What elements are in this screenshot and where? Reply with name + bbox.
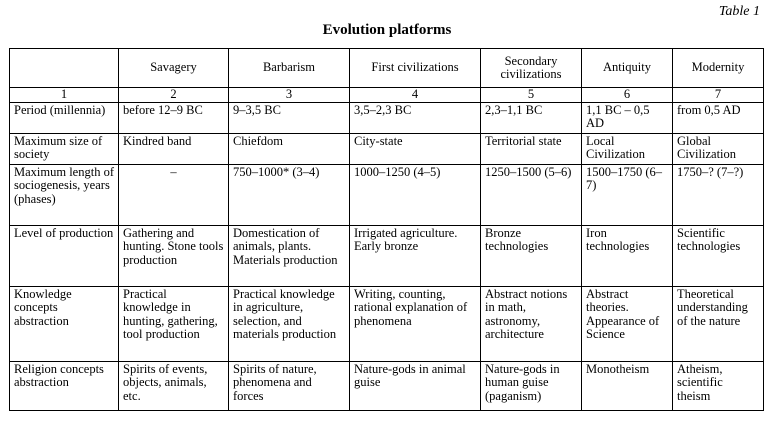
column-number-cell: 1 (10, 88, 119, 103)
table-cell: Nature-gods in animal guise (350, 361, 481, 410)
table-cell: Scientific technologies (673, 225, 764, 286)
column-number-cell: 5 (481, 88, 582, 103)
row-label-cell: Religion concepts abstraction (10, 361, 119, 410)
column-number-cell: 4 (350, 88, 481, 103)
table-cell: Nature-gods in human guise (paganism) (481, 361, 582, 410)
evolution-platforms-table (9, 48, 764, 411)
table-cell: 1,1 BC – 0,5 AD (582, 102, 673, 133)
table-row (10, 102, 764, 133)
table-cell: 1500–1750 (6–7) (582, 164, 673, 225)
header-row (10, 49, 764, 88)
table-cell: Gathering and hunting. Stone tools production (119, 225, 229, 286)
table-cell: 1250–1500 (5–6) (481, 164, 582, 225)
table-row (10, 225, 764, 286)
row-label-cell: Maximum size of society (10, 133, 119, 164)
header-cell (10, 49, 119, 88)
row-label-cell: Period (millennia) (10, 102, 119, 133)
table-cell: Practical knowledge in agriculture, selection, and materials production (229, 286, 350, 361)
table-number-label: Table 1 (718, 4, 760, 19)
table-cell: Irrigated agriculture. Early bronze (350, 225, 481, 286)
table-row (10, 286, 764, 361)
table-cell: Territorial state (481, 133, 582, 164)
table-cell: 1000–1250 (4–5) (350, 164, 481, 225)
column-number-cell: 7 (673, 88, 764, 103)
table-cell: Abstract notions in math, astronomy, architecture (481, 286, 582, 361)
row-label-cell: Knowledge concepts abstraction (10, 286, 119, 361)
table-cell: Domestication of animals, plants. Materials production (229, 225, 350, 286)
table-cell: before 12–9 BC (119, 102, 229, 133)
column-number-cell: 6 (582, 88, 673, 103)
header-cell: Secondary civilizations (481, 49, 582, 88)
table-cell: 3,5–2,3 BC (350, 102, 481, 133)
column-number-cell: 2 (119, 88, 229, 103)
table-cell: City-state (350, 133, 481, 164)
column-number-row (10, 88, 764, 103)
column-number-cell: 3 (229, 88, 350, 103)
table-cell: Iron technologies (582, 225, 673, 286)
table-cell: Theoretical understanding of the nature (673, 286, 764, 361)
table-cell: from 0,5 AD (673, 102, 764, 133)
table-cell: Chiefdom (229, 133, 350, 164)
header-cell: Barbarism (229, 49, 350, 88)
table-row (10, 164, 764, 225)
table-cell: 2,3–1,1 BC (481, 102, 582, 133)
table-cell: Writing, counting, rational explanation of phenomena (350, 286, 481, 361)
header-cell: Modernity (673, 49, 764, 88)
header-cell: First civilizations (350, 49, 481, 88)
table-cell: Atheism, scientific theism (673, 361, 764, 410)
table-cell: Practical knowledge in hunting, gathering, tool production (119, 286, 229, 361)
table-cell: Abstract theories. Appearance of Science (582, 286, 673, 361)
table-row (10, 361, 764, 410)
table-cell: Kindred band (119, 133, 229, 164)
row-label-cell: Maximum length of sociogenesis, years (phases) (10, 164, 119, 225)
header-cell: Savagery (119, 49, 229, 88)
table-cell: Bronze technologies (481, 225, 582, 286)
table-cell: 1750–? (7–?) (673, 164, 764, 225)
table-cell: Spirits of nature, phenomena and forces (229, 361, 350, 410)
table-cell: 9–3,5 BC (229, 102, 350, 133)
table-cell: – (119, 164, 229, 225)
header-cell: Antiquity (582, 49, 673, 88)
table-title: Evolution platforms (322, 22, 452, 38)
table-cell: Local Civilization (582, 133, 673, 164)
table-cell: Spirits of events, objects, animals, etc. (119, 361, 229, 410)
row-label-cell: Level of production (10, 225, 119, 286)
table-row (10, 133, 764, 164)
table-cell: Monotheism (582, 361, 673, 410)
table-cell: Global Civilization (673, 133, 764, 164)
table-cell: 750–1000* (3–4) (229, 164, 350, 225)
